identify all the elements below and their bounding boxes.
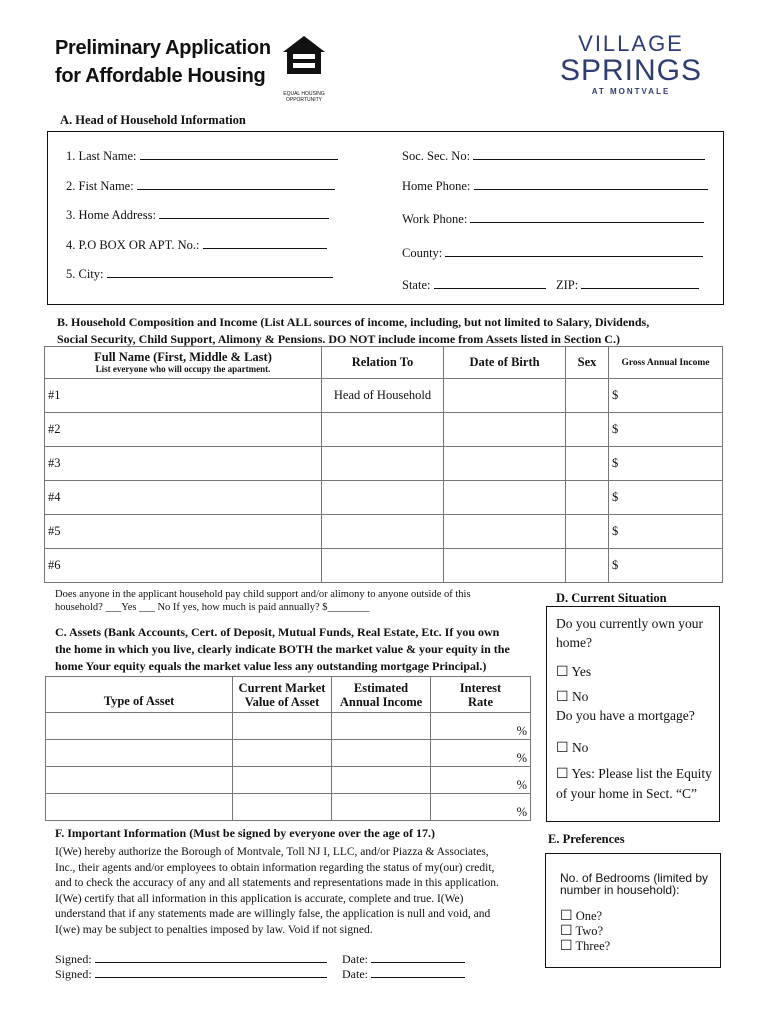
table-row: #5 $ bbox=[45, 515, 723, 549]
section-d-heading: D. Current Situation bbox=[556, 591, 667, 605]
home-address-field[interactable]: 3. Home Address: bbox=[66, 206, 329, 223]
own-yes-option[interactable]: ☐ Yes bbox=[556, 664, 592, 680]
equal-housing-icon bbox=[281, 34, 327, 103]
assets-table bbox=[45, 676, 531, 821]
first-name-field[interactable]: 2. Fist Name: bbox=[66, 177, 335, 194]
county-field[interactable]: County: bbox=[402, 244, 703, 261]
own-home-question: Do you currently own your home? bbox=[556, 616, 703, 650]
city-field[interactable]: 5. City: bbox=[66, 265, 333, 282]
table-row: #3 $ bbox=[45, 447, 723, 481]
section-e-heading: E. Preferences bbox=[548, 832, 625, 846]
mortgage-question: Do you have a mortgage? bbox=[556, 708, 695, 723]
state-field[interactable]: State: bbox=[402, 276, 546, 293]
table-row: % bbox=[46, 740, 531, 767]
col-relation-header: Relation To bbox=[322, 347, 444, 379]
table-row: #2 $ bbox=[45, 413, 723, 447]
col-dob-header: Date of Birth bbox=[444, 347, 566, 379]
col-sex-header: Sex bbox=[566, 347, 609, 379]
form-title: Preliminary Application for Affordable Housing bbox=[55, 37, 271, 87]
own-no-option[interactable]: ☐ No bbox=[556, 689, 589, 705]
mortgage-yes-option[interactable]: ☐ Yes: Please list the Equity of your home in Sect. “C” bbox=[556, 766, 712, 801]
bedrooms-label: No. of Bedrooms (limited by number in household): bbox=[560, 871, 709, 897]
home-phone-field[interactable]: Home Phone: bbox=[402, 177, 708, 194]
date-line-1[interactable]: Date: bbox=[342, 950, 465, 967]
bedroom-two-option[interactable]: ☐ Two? bbox=[560, 924, 604, 939]
section-b-heading: B. Household Composition and Income (List ALL sources of income, including, but not limited to Salary, Dividends, Social Security, Child Support, Alimony & Pensions. DO NOT include income from Assets listed in Section C.) bbox=[57, 315, 650, 346]
signature-line-1[interactable]: Signed: bbox=[55, 950, 327, 967]
authorization-text: I(We) hereby authorize the Borough of Montvale, Toll NJ I, LLC, and/or Piazza & Associates, Inc., their agents and/or employees to obtain information regarding the status of my(our) credit, and to check the accuracy of any and all statements and representations made in this application. I(We) certify that all information in this application is accurate, complete and true. I(We) understand that if any statements made are willingly false, the application is null and void, and I(we) may be subject to penalties imposed by law. Void if not signed. bbox=[55, 846, 499, 936]
zip-field[interactable]: ZIP: bbox=[556, 276, 699, 293]
alimony-question[interactable]: Does anyone in the applicant household pay child support and/or alimony to anyone outside of this household? ___Yes ___ No If yes, how much is paid annually? $________ bbox=[55, 589, 471, 613]
last-name-field[interactable]: 1. Last Name: bbox=[66, 147, 338, 164]
ssn-field[interactable]: Soc. Sec. No: bbox=[402, 147, 705, 164]
bedroom-options bbox=[560, 909, 610, 954]
village-springs-logo: VILLAGE SPRINGS AT MONTVALE bbox=[559, 31, 703, 96]
col-income-header: Gross Annual Income bbox=[609, 347, 723, 379]
table-row: #4 $ bbox=[45, 481, 723, 515]
col-market-header: Current Market Value of Asset bbox=[233, 677, 332, 713]
col-name-header: Full Name (First, Middle & Last) List everyone who will occupy the apartment. bbox=[45, 347, 322, 379]
po-box-field[interactable]: 4. P.O BOX OR APT. No.: bbox=[66, 236, 327, 253]
date-line-2[interactable]: Date: bbox=[342, 965, 465, 982]
mortgage-no-option[interactable]: ☐ No bbox=[556, 740, 589, 756]
section-c-heading: C. Assets (Bank Accounts, Cert. of Deposit, Mutual Funds, Real Estate, Etc. If you own the home in which you live, clearly indicate BOTH the market value & your equity in the home Your equity equals the market value less any outstanding mortgage Principal.) bbox=[55, 625, 510, 673]
col-rate-header: Interest Rate bbox=[431, 677, 531, 713]
col-income-header: Estimated Annual Income bbox=[332, 677, 431, 713]
household-table bbox=[44, 346, 723, 583]
eho-caption: EQUAL HOUSING OPPORTUNITY bbox=[283, 91, 325, 103]
work-phone-field[interactable]: Work Phone: bbox=[402, 210, 704, 227]
table-row: % bbox=[46, 794, 531, 821]
section-a-heading: A. Head of Household Information bbox=[60, 113, 246, 127]
table-row: % bbox=[46, 713, 531, 740]
col-type-header: Type of Asset bbox=[46, 677, 233, 713]
signature-line-2[interactable]: Signed: bbox=[55, 965, 327, 982]
bedroom-one-option[interactable]: ☐ One? bbox=[560, 909, 603, 924]
section-f-heading: F. Important Information (Must be signed by everyone over the age of 17.) bbox=[55, 826, 435, 840]
bedroom-three-option[interactable]: ☐ Three? bbox=[560, 939, 611, 954]
table-row: % bbox=[46, 767, 531, 794]
table-row: #1 Head of Household $ bbox=[45, 379, 723, 413]
table-row: #6 $ bbox=[45, 549, 723, 583]
